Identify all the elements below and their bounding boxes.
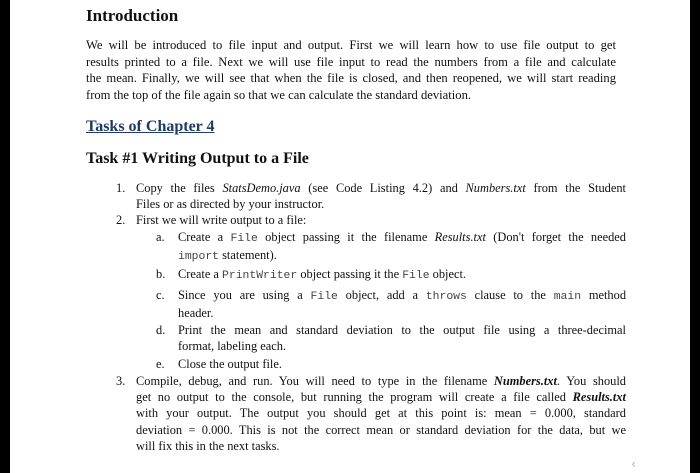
chapter-heading: Tasks of Chapter 4 <box>86 118 215 135</box>
file-name: StatsDemo.java <box>222 181 301 195</box>
substep-d-text <box>178 322 626 354</box>
substep-c-line-1: Since you are using a File object, add a throws clause to the main method <box>178 288 627 303</box>
substep-a-line-1: Create a File object passing it the filename Results.txt (Don't forget the needed <box>178 230 626 245</box>
step-3-line-3: with your output. The output you should get at this point is: mean = 0.000, standard <box>136 406 626 421</box>
code-term: PrintWriter <box>222 270 298 282</box>
intro-line: the mean. Finally, we will see that when the file is closed, and then reopened, we will start reading <box>86 71 616 86</box>
step-1-text <box>136 180 626 212</box>
step-1-line-1: Copy the files StatsDemo.java (see Code Listing 4.2) and Numbers.txt from the Student <box>136 181 626 195</box>
document-page <box>10 0 690 473</box>
task-heading: Task #1 Writing Output to a File <box>86 150 309 167</box>
step-3-line-5: will fix this in the next tasks. <box>136 438 280 453</box>
substep-letter: e. <box>156 357 165 371</box>
code-term: File <box>402 270 430 282</box>
step-3-line-1: Compile, debug, and run. You will need to type in the filename Numbers.txt. You should <box>136 374 626 388</box>
code-term: main <box>553 291 582 303</box>
step-number: 3. <box>116 374 126 388</box>
substep-letter: d. <box>156 323 166 337</box>
substep-a-line-2: import statement). <box>178 248 277 264</box>
step-number: 2. <box>116 213 126 227</box>
step-3-text <box>136 373 626 454</box>
file-name: Results.txt <box>572 390 626 405</box>
introduction-paragraph <box>86 37 616 103</box>
code-term: File <box>310 291 338 303</box>
substep-e-text: Close the output file. <box>178 357 282 371</box>
substep-d-line-2: format, labeling each. <box>178 339 287 354</box>
file-name: Numbers.txt <box>465 181 526 195</box>
substep-letter: c. <box>156 288 165 302</box>
step-3-line-2: get no output to the console, but running the program will create a file called Results.txt <box>136 390 626 405</box>
substep-letter: b. <box>156 267 166 281</box>
step-number: 1. <box>116 181 126 195</box>
file-name: Results.txt <box>434 230 486 244</box>
file-name: Numbers.txt <box>493 374 557 388</box>
code-term: import <box>178 251 220 264</box>
chevron-left-icon[interactable]: ‹ <box>631 457 636 471</box>
intro-line: results printed to a file. Next we will use file input to read the numbers from a file and calculate <box>86 54 616 69</box>
step-1-line-2: Files or as directed by your instructor. <box>136 197 325 212</box>
substep-c-text <box>178 287 626 321</box>
step-2-text: First we will write output to a file: <box>136 213 307 227</box>
code-term: File <box>230 233 258 245</box>
substep-b-text: Create a PrintWriter object passing it the File object. <box>178 267 467 282</box>
substep-c-line-2: header. <box>178 306 214 321</box>
substep-d-line-1: Print the mean and standard deviation to the output file using a three-decimal <box>178 323 626 337</box>
substep-a-text <box>178 229 626 265</box>
introduction-heading: Introduction <box>86 6 179 25</box>
substep-letter: a. <box>156 230 165 244</box>
code-term: throws <box>425 291 467 303</box>
intro-line: from the top of the file again so that we can calculate the standard deviation. <box>86 87 472 102</box>
intro-line: We will be introduced to file input and output. First we will learn how to use file output to get <box>86 38 616 52</box>
step-3-line-4: deviation = 0.000. This is not the correct mean or standard deviation for the data, but we <box>136 422 626 437</box>
